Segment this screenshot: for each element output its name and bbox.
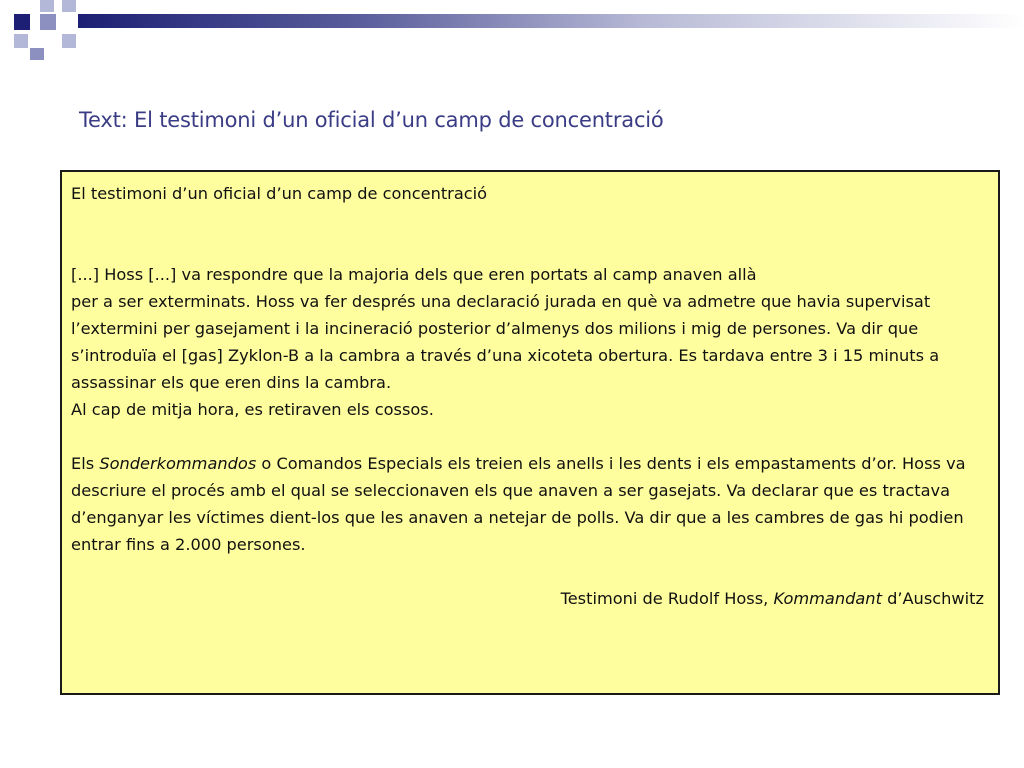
header-square-mid-2 — [30, 48, 44, 60]
header-gradient-bar — [78, 14, 1024, 28]
header-square-light-2 — [62, 0, 76, 12]
header-square-light-3 — [14, 34, 28, 48]
header-square-light-4 — [62, 34, 76, 48]
attribution-title: Kommandant — [773, 589, 882, 608]
paragraph-gap — [71, 423, 990, 450]
slide-title: Text: El testimoni d’un oficial d’un camp de concentració — [79, 108, 664, 132]
quote-attribution — [71, 585, 990, 612]
header-square-light — [40, 0, 54, 12]
attribution-prefix: Testimoni de Rudolf Hoss, — [560, 589, 774, 608]
quote-paragraph-1-closing: Al cap de mitja hora, es retiraven els cossos. — [71, 400, 434, 419]
quote-box-heading: El testimoni d’un oficial d’un camp de concentració — [71, 184, 488, 203]
quote-paragraph-2-prefix: Els — [71, 454, 100, 473]
quote-paragraph-2 — [71, 450, 990, 558]
quote-box — [60, 170, 1000, 695]
attribution-suffix: d’Auschwitz — [881, 589, 984, 608]
quote-paragraph-1-body: per a ser exterminats. Hoss va fer després una declaració jurada en què va admetre que havia supervisat l’extermini per gasejament i la incineració posterior d’almenys dos milions i mig de persones. Va dir que s’introduïa el [gas] Zyklon-B a la cambra a través d’una xicoteta obertura. Es tardava entre 3 i 15 minuts a assassinar els que eren dins la cambra. — [71, 292, 940, 392]
quote-paragraph-2-rest: o Comandos Especials els treien els anells i les dents i els empastaments d’or. Hoss va descriure el procés amb el qual se seleccionaven els que anaven a ser gasejats. Va declarar que es tractava d’enganyar les víctimes dient-los que les anaven a netejar de polls. Va dir que a les cambres de gas hi podien entrar fins a 2.000 persones. — [71, 454, 966, 554]
sonderkommandos-term: Sonderkommandos — [99, 454, 257, 473]
quote-paragraph-1-line-1: [...] Hoss [...] va respondre que la majoria dels que eren portats al camp anaven allà — [71, 265, 757, 284]
header-square-navy — [14, 14, 30, 30]
header-square-mid — [40, 14, 56, 30]
